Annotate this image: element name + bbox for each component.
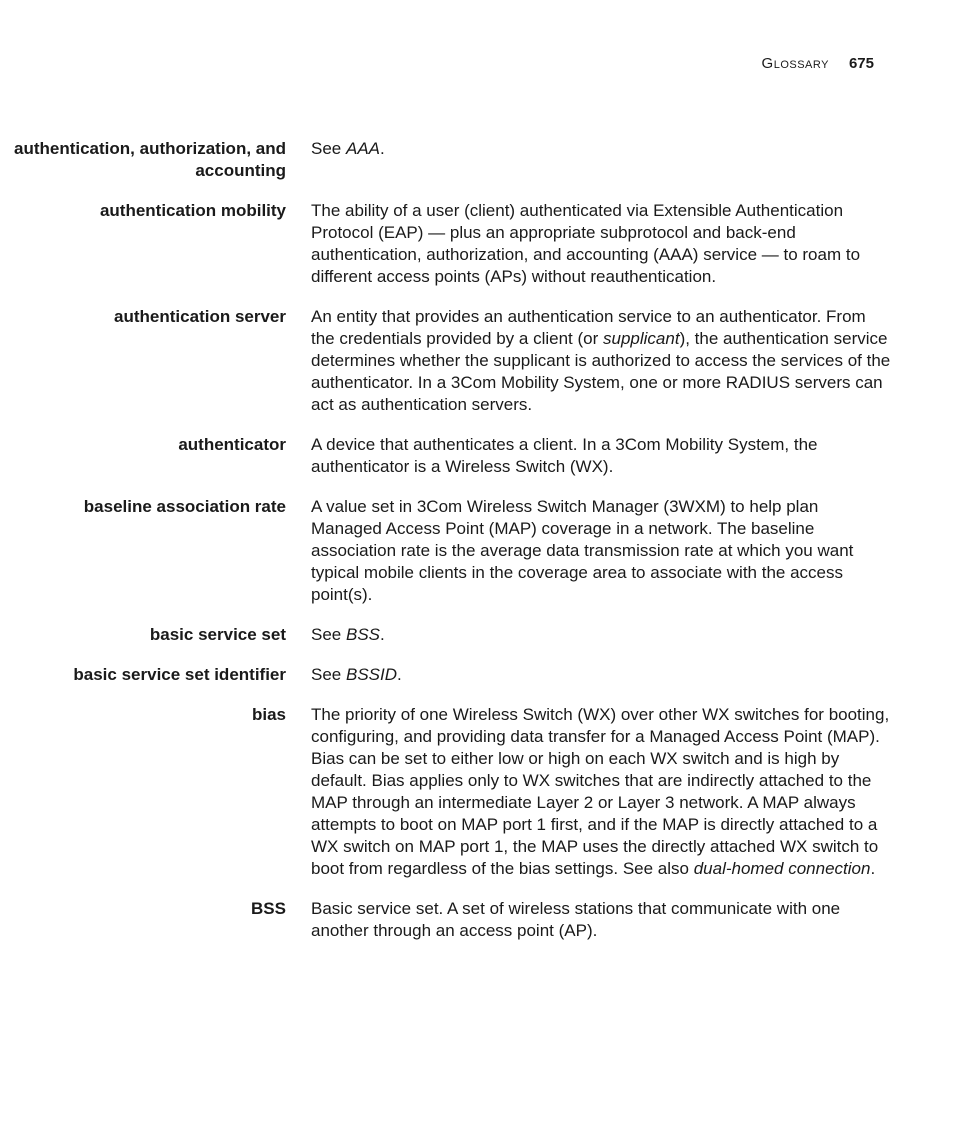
glossary-term: authentication server <box>114 307 286 326</box>
glossary-term: authentication mobility <box>99 201 286 220</box>
glossary-definition: An entity that provides an authentication service to an authenticator. From the credentials provided by a client (or supplicant), the authentication service determines whether the supplicant is authorized to access the services of the authenticator. In a 3Com Mobility System, one or more RADIUS servers can act as authentication servers. <box>311 307 891 414</box>
glossary-term: authentication, authorization, and accounting <box>14 139 286 180</box>
glossary-list <box>0 138 954 960</box>
header-title: Glossary <box>761 55 829 72</box>
glossary-entry <box>0 898 954 942</box>
glossary-definition: See BSS. <box>311 625 385 644</box>
glossary-definition: Basic service set. A set of wireless stations that communicate with one another through an access point (AP). <box>311 899 841 940</box>
glossary-entry <box>0 704 954 880</box>
glossary-entry <box>0 664 954 686</box>
glossary-term: authenticator <box>178 435 286 454</box>
glossary-definition: The priority of one Wireless Switch (WX) over other WX switches for booting, configuring, and providing data transfer for a Managed Access Point (MAP). Bias can be set to either low or high on each WX switch and is high by default. Bias applies only to WX switches that are indirectly attached to the MAP through an intermediate Layer 2 or Layer 3 network. A MAP always attempts to boot on MAP port 1 first, and if the MAP is directly attached to a WX switch on MAP port 1, the MAP uses the directly attached WX switch to boot from regardless of the bias settings. See also dual-homed connection. <box>311 705 890 878</box>
glossary-definition: The ability of a user (client) authenticated via Extensible Authentication Protocol (EAP) — plus an appropriate subprotocol and back-end authentication, authorization, and accounting (AAA) service — to roam to different access points (APs) without reauthentication. <box>311 201 861 286</box>
glossary-definition: See BSSID. <box>311 665 402 684</box>
glossary-entry <box>0 624 954 646</box>
glossary-term: basic service set <box>149 625 286 644</box>
glossary-entry <box>0 434 954 478</box>
glossary-term: baseline association rate <box>83 497 286 516</box>
glossary-term: bias <box>251 705 286 724</box>
glossary-entry <box>0 200 954 288</box>
glossary-entry <box>0 306 954 416</box>
glossary-term: basic service set identifier <box>73 665 286 684</box>
glossary-definition: A value set in 3Com Wireless Switch Manager (3WXM) to help plan Managed Access Point (MAP) coverage in a network. The baseline association rate is the average data transmission rate at which you want typical mobile clients in the coverage area to associate with the access point(s). <box>311 497 854 604</box>
glossary-term: BSS <box>251 899 286 918</box>
page-number: 675 <box>848 55 874 72</box>
glossary-entry <box>0 496 954 606</box>
glossary-entry <box>0 138 954 182</box>
running-header <box>762 55 874 72</box>
glossary-definition: See AAA. <box>311 139 385 158</box>
glossary-definition: A device that authenticates a client. In a 3Com Mobility System, the authenticator is a Wireless Switch (WX). <box>311 435 818 476</box>
